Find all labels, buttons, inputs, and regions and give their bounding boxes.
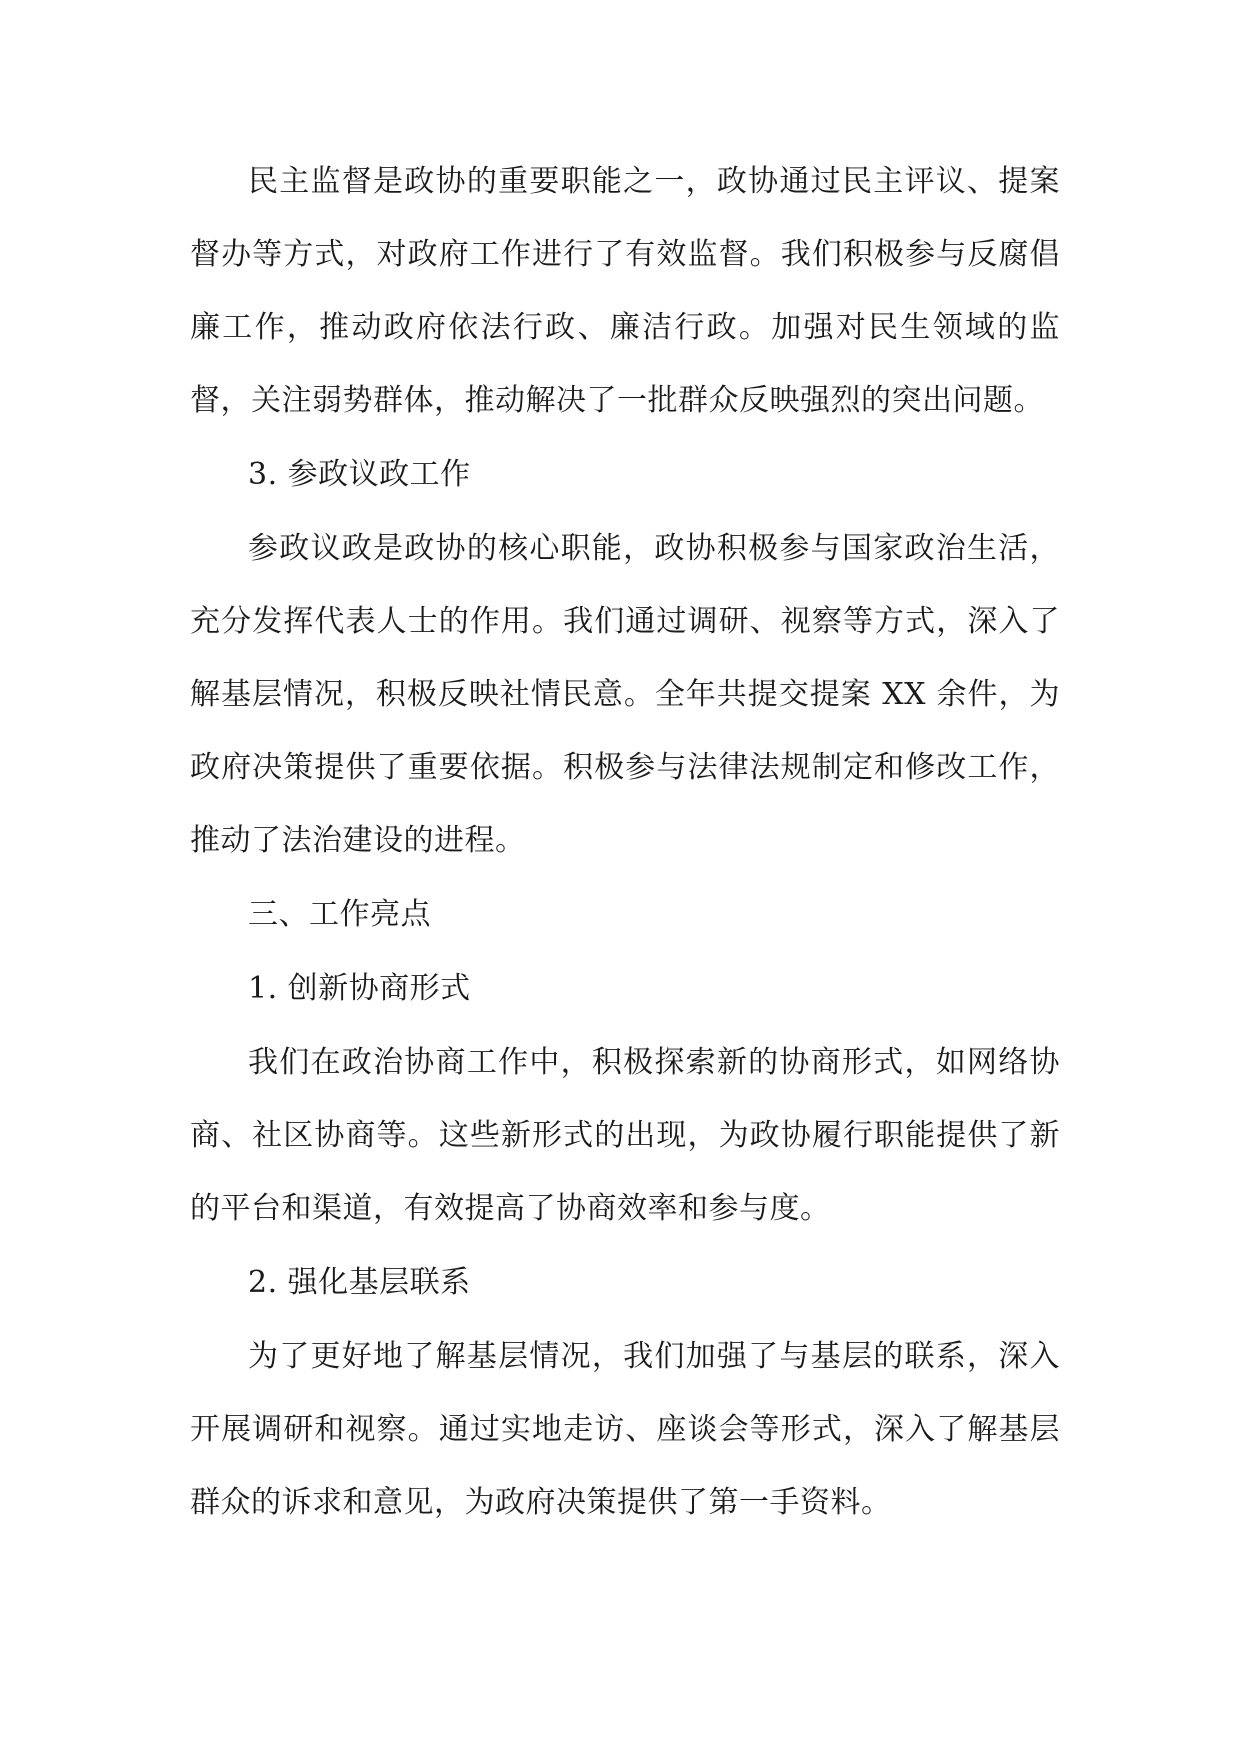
paragraph-democratic-supervision: 民主监督是政协的重要职能之一，政协通过民主评议、提案督办等方式，对政府工作进行了有效监督。我们积极参与反腐倡廉工作，推动政府依法行政、廉洁行政。加强对民生领域的监督，关注弱势群体，推动解决了一批群众反映强烈的突出问题。 xyxy=(190,164,1060,418)
paragraph-strengthen-grassroots: 为了更好地了解基层情况，我们加强了与基层的联系，深入开展调研和视察。通过实地走访、座谈会等形式，深入了解基层群众的诉求和意见，为政府决策提供了第一手资料。 xyxy=(190,1339,1060,1520)
heading-work-highlights: 三、工作亮点 xyxy=(248,897,431,932)
heading-innovate-consultation: 1. 创新协商形式 xyxy=(248,971,471,1006)
document-body xyxy=(190,145,1060,1540)
paragraph-innovate-consultation: 我们在政治协商工作中，积极探索新的协商形式，如网络协商、社区协商等。这些新形式的出现，为政协履行职能提供了新的平台和渠道，有效提高了协商效率和参与度。 xyxy=(190,1045,1060,1226)
paragraph-participation-in-politics: 参政议政是政协的核心职能，政协积极参与国家政治生活，充分发挥代表人士的作用。我们通过调研、视察等方式，深入了解基层情况，积极反映社情民意。全年共提交提案 XX 余件，为政府决策提供了重要依据。积极参与法律法规制定和修改工作，推动了法治建设的进程。 xyxy=(190,531,1060,858)
heading-strengthen-grassroots: 2. 强化基层联系 xyxy=(248,1265,471,1300)
heading-participation-in-politics: 3. 参政议政工作 xyxy=(248,457,471,492)
